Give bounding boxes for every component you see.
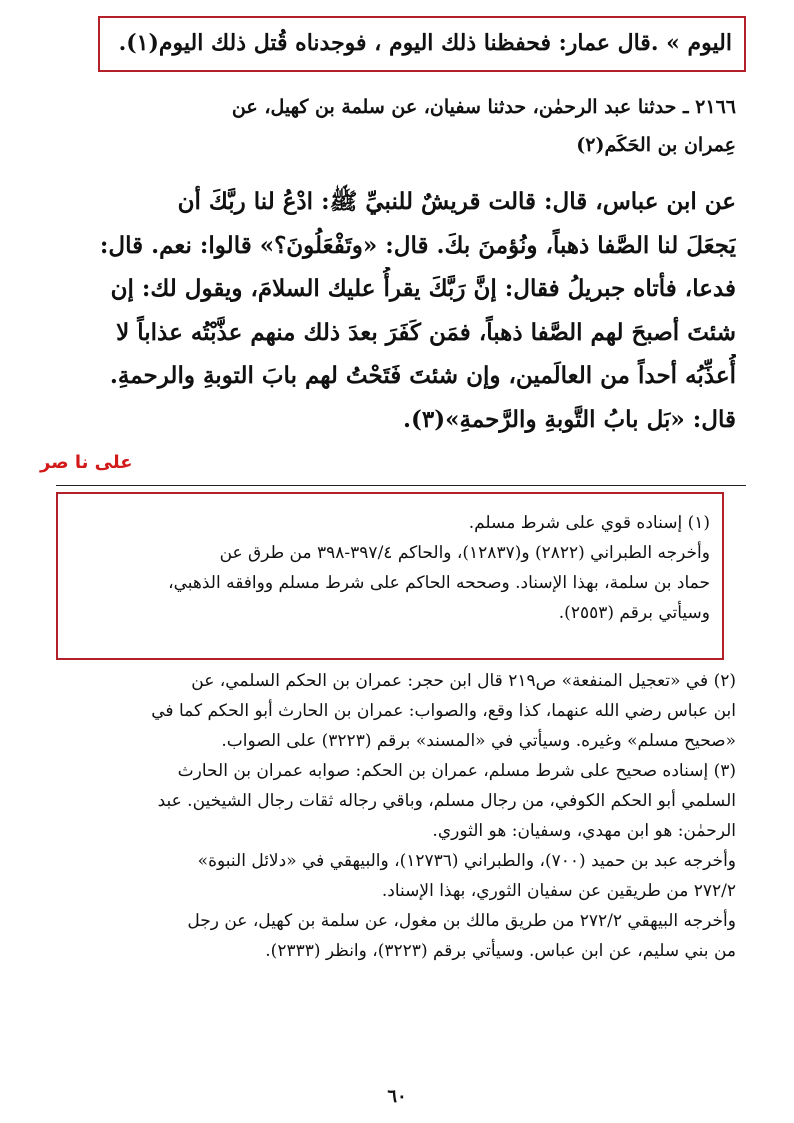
footnote-line: وأخرجه عبد بن حميد (٧٠٠)، والطبراني (١٢٧٣٦)، والبيهقي في «دلائل النبوة» [197, 851, 736, 871]
narrator-line: عِمران بن الحَكَم(٢) [576, 134, 736, 156]
footnote-line: وسيأتي برقم (٢٥٥٣). [558, 603, 710, 623]
hadith-text-line: قال: «بَل بابُ التَّوبةِ والرَّحمةِ»(٣). [403, 405, 736, 433]
footnote-line: وأخرجه الطبراني (٢٨٢٢) و(١٢٨٣٧)، والحاكم ٣٩٧/٤-٣٩٨ من طرق عن [219, 543, 710, 563]
footnote-line: الرحمٰن: هو ابن مهدي، وسفيان: هو الثوري. [432, 821, 736, 841]
footnote-line: السلمي أبو الحكم الكوفي، من رجال مسلم، وباقي رجاله ثقات رجال الشيخين. عبد [157, 791, 736, 811]
footnote-line: حماد بن سلمة، بهذا الإسناد. وصححه الحاكم على شرط مسلم ووافقه الذهبي، [168, 573, 710, 593]
footnote-line: (١) إسناده قوي على شرط مسلم. [468, 513, 710, 533]
footnote-line: ٢٧٢/٢ من طريقين عن سفيان الثوري، بهذا الإسناد. [381, 881, 736, 901]
hadith-text-line: يَجعَلَ لنا الصَّفا ذهباً، ونُؤمنَ بكَ. قال: «وتَفْعَلُونَ؟» قالوا: نعم. قال: [99, 231, 736, 259]
hadith-text-line: شئتَ أصبحَ لهم الصَّفا ذهباً، فمَن كَفَرَ بعدَ ذلك منهم عذَّبْتُه عذاباً لا [116, 318, 736, 346]
hadith-number-line: ٢١٦٦ ـ حدثنا عبد الرحمٰن، حدثنا سفيان، عن سلمة بن كهيل، عن [231, 96, 736, 118]
top-text-line: اليوم » .قال عمار: فحفظنا ذلك اليوم ، فوجدناه قُتل ذلك اليوم(١). [118, 30, 732, 56]
footnote-divider [56, 485, 746, 486]
hadith-text [58, 180, 736, 441]
highlight-box-top [98, 16, 746, 72]
footnote-1 [66, 508, 710, 628]
hadith-text-line: أُعذِّبُه أحداً من العالَمين، وإن شئتَ فَتَحْتُ لهم بابَ التوبةِ والرحمةِ. [109, 362, 736, 389]
footnote-line: ابن عباس رضي الله عنهما، كذا وقع، والصواب: عمران بن الحارث أبو الحكم كما في [151, 701, 736, 721]
footnote-line: وأخرجه البيهقي ٢٧٢/٢ من طريق مالك بن مغول، عن سلمة بن كهيل، عن رجل [187, 911, 736, 931]
footnote-line: «صحيح مسلم» وغيره. وسيأتي في «المسند» برقم (٣٢٢٣) على الصواب. [221, 731, 736, 751]
page-number: ٦٠ [387, 1086, 407, 1107]
footnote-line: من بني سليم، عن ابن عباس. وسيأتي برقم (٣٢٢٣)، وانظر (٢٣٣٣). [265, 941, 736, 961]
red-signature-note: على نا صر [40, 452, 133, 473]
hadith-text-line: عن ابن عباس، قال: قالت قريشٌ للنبيِّ ﷺ: ادْعُ لنا ربَّكَ أن [177, 188, 736, 215]
highlight-box-footnote [56, 492, 724, 660]
footnote-line: (٣) إسناده صحيح على شرط مسلم، عمران بن الحكم: صوابه عمران بن الحارث [177, 761, 736, 781]
hadith-text-line: فدعا، فأتاه جبريلُ فقال: إنَّ رَبَّكَ يقرأُ عليك السلامَ، ويقول لك: إن [110, 275, 736, 302]
footnote-line: (٢) في «تعجيل المنفعة» ص٢١٩ قال ابن حجر: عمران بن الحكم السلمي، عن [191, 671, 736, 691]
footnotes-2-3 [58, 666, 736, 966]
